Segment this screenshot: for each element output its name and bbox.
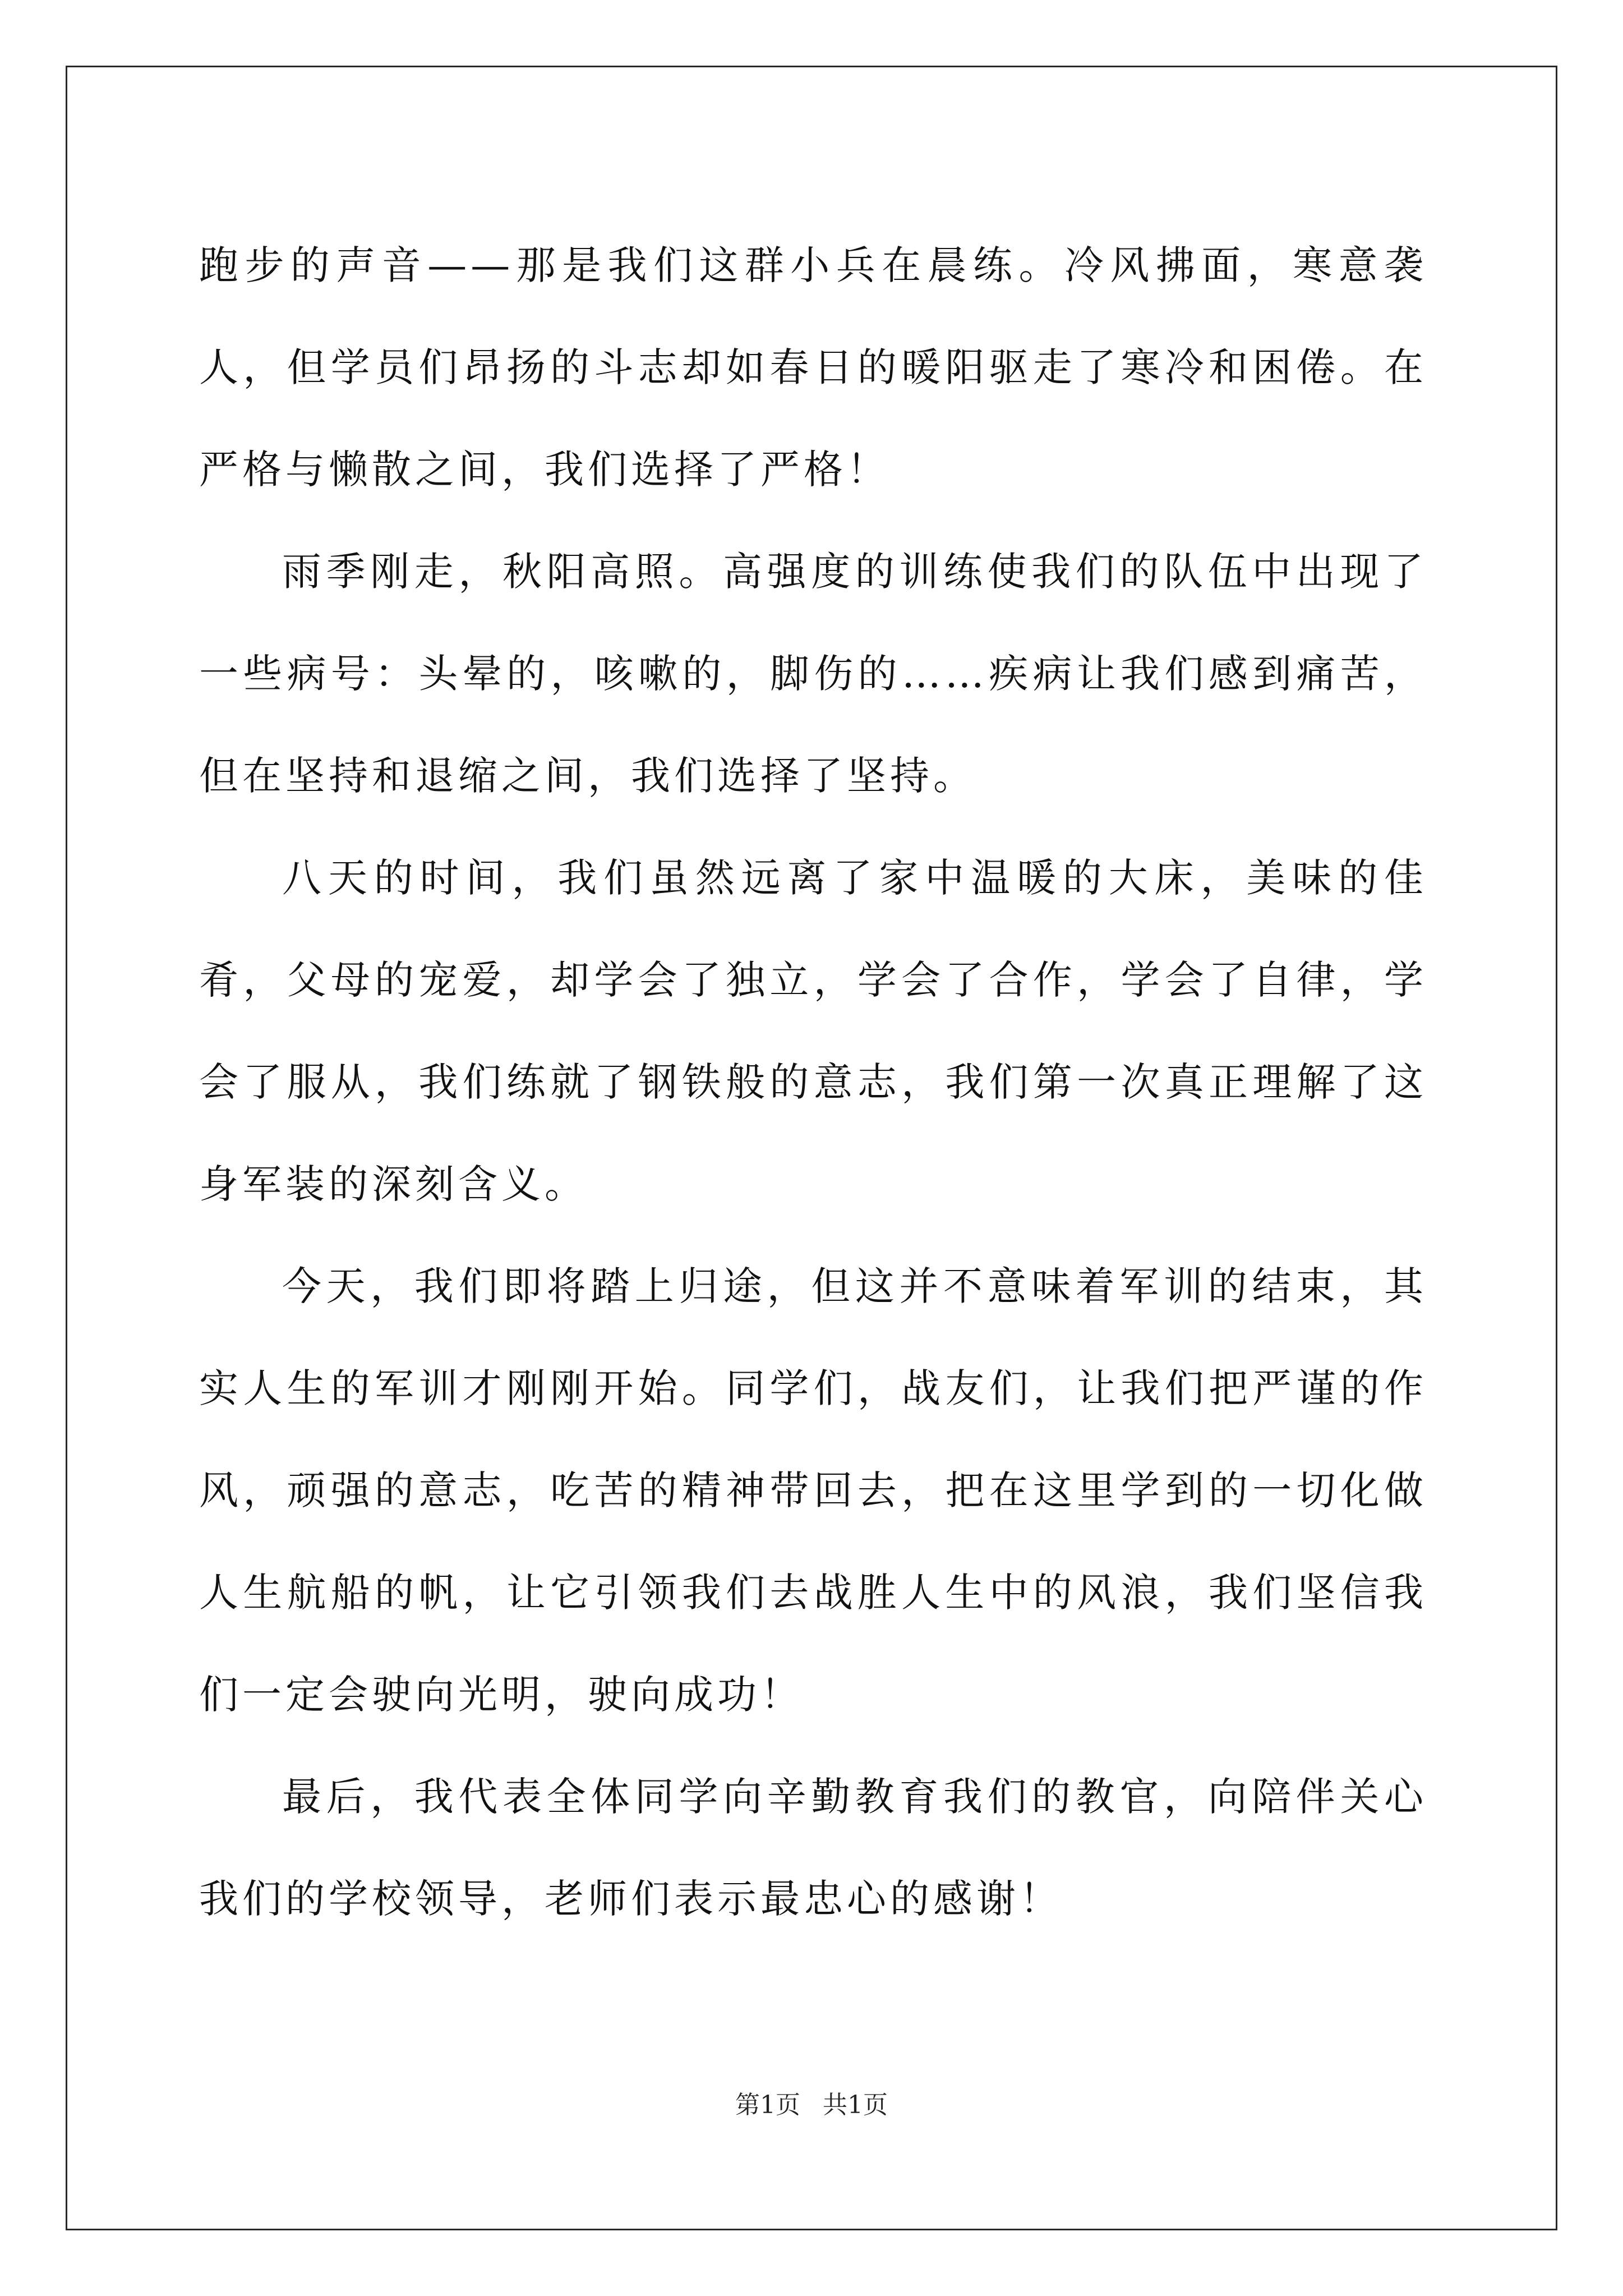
paragraph-5: 最后，我代表全体同学向辛勤教育我们的教官，向陪伴关心我们的学校领导，老师们表示最忠心的感谢！	[199, 1774, 1427, 1922]
page-number: 第1页	[735, 2091, 800, 2119]
paragraph-1: 跑步的声音——那是我们这群小兵在晨练。冷风拂面，寒意袭人，但学员们昂扬的斗志却如春日的暖阳驱走了寒冷和困倦。在严格与懒散之间，我们选择了严格！	[199, 242, 1427, 493]
page-total: 共1页	[823, 2091, 888, 2119]
paragraph-3: 八天的时间，我们虽然远离了家中温暖的大床，美味的佳肴，父母的宠爱，却学会了独立，学会了合作，学会了自律，学会了服从，我们练就了钢铁般的意志，我们第一次真正理解了这身军装的深刻含义。	[199, 855, 1427, 1207]
paragraph-4: 今天，我们即将踏上归途，但这并不意味着军训的结束，其实人生的军训才刚刚开始。同学们，战友们，让我们把严谨的作风，顽强的意志，吃苦的精神带回去，把在这里学到的一切化做人生航船的帆，让它引领我们去战胜人生中的风浪，我们坚信我们一定会驶向光明，驶向成功！	[199, 1263, 1427, 1718]
document-body	[199, 214, 1427, 1950]
paragraph-2: 雨季刚走，秋阳高照。高强度的训练使我们的队伍中出现了一些病号：头晕的，咳嗽的，脚伤的……疾病让我们感到痛苦，但在坚持和退缩之间，我们选择了坚持。	[199, 549, 1427, 799]
page-footer	[0, 2088, 1623, 2122]
